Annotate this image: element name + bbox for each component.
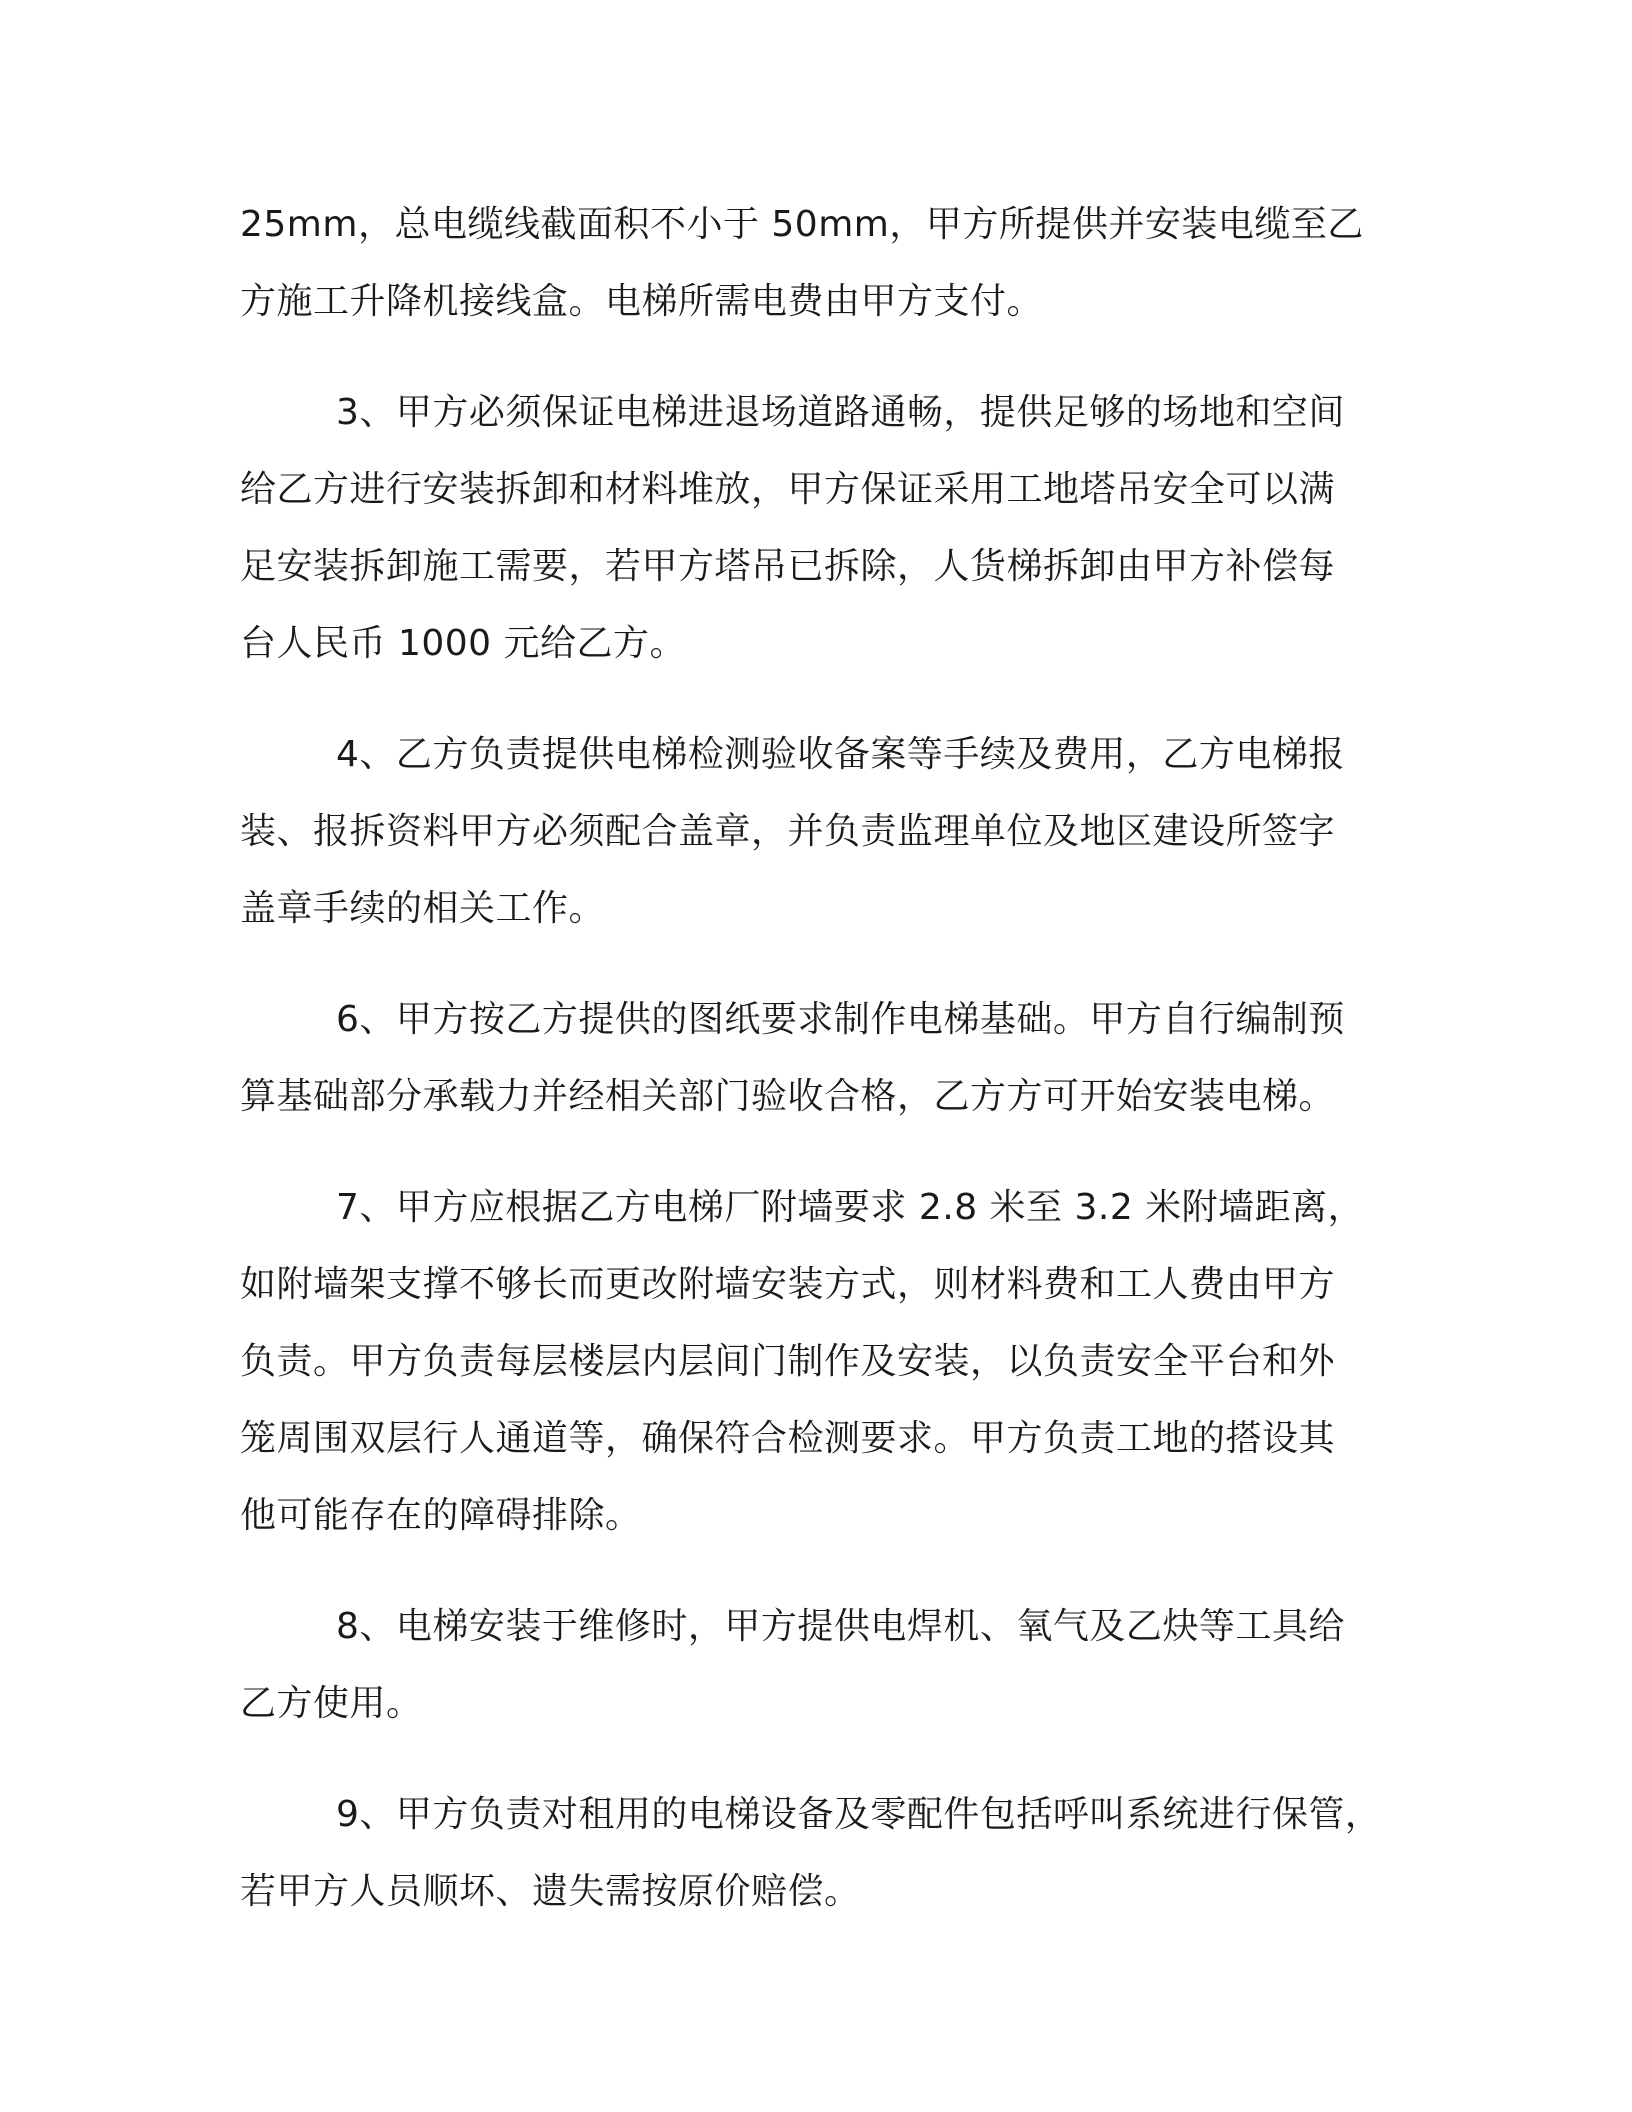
- text-line: 盖章手续的相关工作。: [240, 888, 606, 929]
- text-line: 7、甲方应根据乙方电梯厂附墙要求 2.8 米至 3.2 米附墙距离，: [336, 1187, 1365, 1228]
- paragraph-4: [240, 981, 1390, 1135]
- document-body: [240, 186, 1390, 1964]
- text-line: 乙方使用。: [240, 1683, 423, 1724]
- paragraph-7: [240, 1776, 1390, 1930]
- text-line: 算基础部分承载力并经相关部门验收合格，乙方方可开始安装电梯。: [240, 1076, 1336, 1117]
- text-line: 笼周围双层行人通道等，确保符合检测要求。甲方负责工地的搭设其: [240, 1418, 1336, 1459]
- text-line: 6、甲方按乙方提供的图纸要求制作电梯基础。甲方自行编制预: [336, 999, 1345, 1040]
- paragraph-6: [240, 1588, 1390, 1742]
- text-line: 负责。甲方负责每层楼层内层间门制作及安装，以负责安全平台和外: [240, 1341, 1336, 1382]
- text-line: 9、甲方负责对租用的电梯设备及零配件包括呼叫系统进行保管，: [336, 1794, 1382, 1835]
- paragraph-2: [240, 374, 1390, 682]
- text-line: 装、报拆资料甲方必须配合盖章，并负责监理单位及地区建设所签字: [240, 811, 1336, 852]
- text-line: 8、电梯安装于维修时，甲方提供电焊机、氧气及乙炔等工具给: [336, 1606, 1345, 1647]
- text-line: 方施工升降机接线盒。电梯所需电费由甲方支付。: [240, 281, 1044, 322]
- text-line: 若甲方人员顺坏、遗失需按原价赔偿。: [240, 1871, 861, 1912]
- paragraph-3: [240, 716, 1390, 947]
- text-line: 3、甲方必须保证电梯进退场道路通畅，提供足够的场地和空间: [336, 392, 1345, 433]
- text-line: 台人民币 1000 元给乙方。: [240, 623, 687, 664]
- text-line: 足安装拆卸施工需要，若甲方塔吊已拆除，人货梯拆卸由甲方补偿每: [240, 546, 1336, 587]
- paragraph-5: [240, 1169, 1390, 1554]
- text-line: 4、乙方负责提供电梯检测验收备案等手续及费用，乙方电梯报: [336, 734, 1345, 775]
- text-line: 给乙方进行安装拆卸和材料堆放，甲方保证采用工地塔吊安全可以满: [240, 469, 1336, 510]
- text-line: 他可能存在的障碍排除。: [240, 1495, 642, 1536]
- paragraph-1: [240, 186, 1390, 340]
- text-line: 如附墙架支撑不够长而更改附墙安装方式，则材料费和工人费由甲方: [240, 1264, 1336, 1305]
- text-line: 25mm，总电缆线截面积不小于 50mm，甲方所提供并安装电缆至乙: [240, 204, 1364, 245]
